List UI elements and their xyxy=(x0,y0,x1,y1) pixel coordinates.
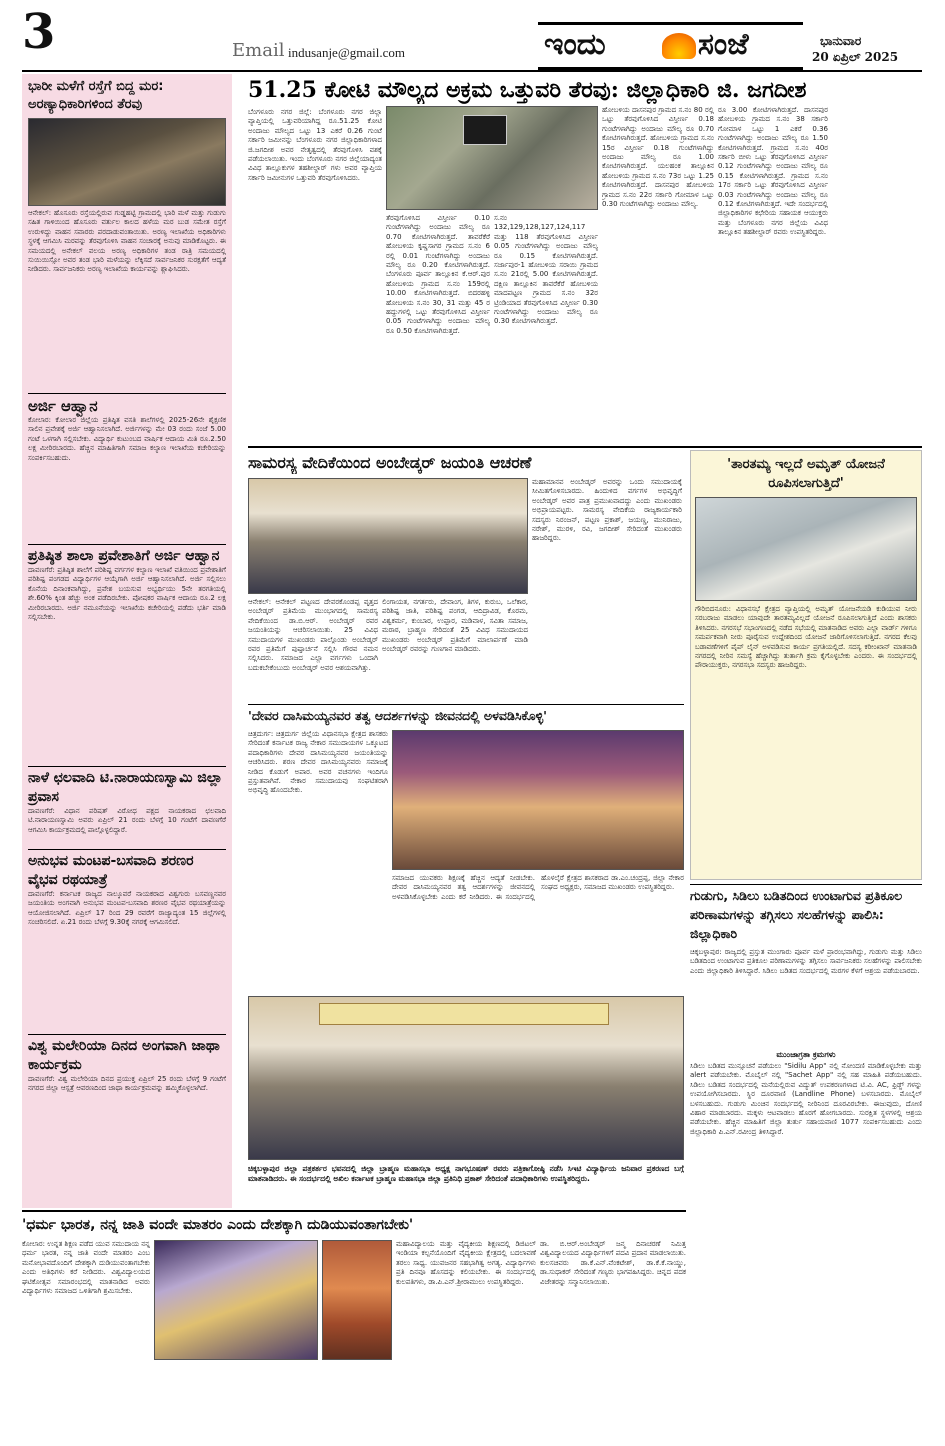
lead-headline: 51.25 ಕೋಟಿ ಮೌಲ್ಯದ ಅಕ್ರಮ ಒತ್ತುವರಿ ತೆರವು: ಜಿಲ್ಲಾಧಿಕಾರಿ ಜಿ. ಜಗದೀಶ xyxy=(248,77,807,103)
lead-col4: ಹೋಬಳಿಯ ದಾಸನಪುರ ಗ್ರಾಮದ ಸ.ನಂ 80 ರಲ್ಲಿ ಒಟ್ಟು ತೆರವುಗೊಳಿಸಿದ ವಿಸ್ತೀರ್ಣ 0.18 ಗುಂಟೆಗಳಾಗಿದ್ದು ಅಂದಾಜು ಮೌಲ್ಯ ರೂ 0.70 ಕೋಟಿಗಳಾಗಿರುತ್ತದೆ. ಹೋಬಳಿಯ ಗ್ರಾಮದ ಸ.ನಂ 15ರ ವಿಸ್ತೀರ್ಣ 0.18 ಗುಂಟೆಗಳಾಗಿದ್ದು ಅಂದಾಜು ಮೌಲ್ಯ ರೂ 1.00 ಕೋಟಿಗಳಾಗಿರುತ್ತದೆ. ಯಲಹಂಕ ತಾಲ್ಲೂಕಿನ ಹೋಬಳಿಯ ಗ್ರಾಮದ ಸ.ನಂ 73ರ ಒಟ್ಟು 1.25 ಕೋಟಿಗಳಾಗಿರುತ್ತದೆ. ದಾಸನಪುರ ಹೋಬಳಿಯ ಗ್ರಾಮದ ಸ.ನಂ 22ರ ಸರ್ಕಾರಿ ಗೋಮಾಳ ಒಟ್ಟು 0.30 ಗುಂಟೆಗಳಾಗಿದ್ದು ಅಂದಾಜು ಮೌಲ್ಯ. xyxy=(602,106,714,209)
left-column xyxy=(22,74,232,1208)
story-rath-body: ದಾವಣಗೆರೆ: ಕರ್ನಾಟಕ ರಾಜ್ಯದ ನಾಲ್ಕೂವರೆ ನಾಯಕರಾದ ವಿಶ್ವಗುರು ಬಸವಣ್ಣನವರ ಜಯಂತಿಯ ಅಂಗವಾಗಿ ಅನುಭವ ಮಂಟಪ-ಬಸವಾದಿ ಶರಣರ ವೈಭವ ರಥಯಾತ್ರೆಯನ್ನು ಆಯೋಜಿಸಲಾಗಿದೆ. ಏಪ್ರಿಲ್ 17 ರಿಂದ 29 ರವರೆಗೆ ರಾಜ್ಯಾದ್ಯಂತ 15 ಜಿಲ್ಲೆಗಳಲ್ಲಿ ಸಂಚರಿಸಲಿದೆ. ಏ.21 ರಂದು ಬೆಳಗ್ಗೆ 9.30ಕ್ಕೆ ನಗರಕ್ಕೆ ಆಗಮಿಸಲಿದೆ. xyxy=(28,890,226,927)
ambedkar-col2: ಲಿಂಗಾಯತ, ನಗರ್ತರು, ದೇವಾಂಗ, ತಿಗಳ, ಕುರುಬ, ಒಲೆಕಾರ, ಪರಿಶಿಷ್ಟ ಜಾತಿ, ಪರಿಶಿಷ್ಟ ಪಂಗಡ, ಆದಿದ್ರಾವಿಡ, ಕೊರಮ, ವಿಶ್ವಕರ್ಮ, ಕುಂಬಾರ, ಉಪ್ಪಾರ, ಮಡಿವಾಳ, ಸವಿತಾ ಸಮಾಜ, ಮರಾಠ, ಬ್ರಾಹ್ಮಣ ಸೇರಿದಂತೆ 25 ವಿವಿಧ ಸಮುದಾಯದ ಮುಖಂಡರು ಅಂಬೇಡ್ಕರ್ ಪ್ರತಿಮೆಗೆ ಮಾಲಾರ್ಪಣೆ ಮಾಡಿ ಅಂಬೇಡ್ಕರ್ ರವರನ್ನು ಗುಣಗಾನ ಮಾಡಿದರು. xyxy=(382,598,528,654)
press-caption: ಚಿಕ್ಕಬಳ್ಳಾಪುರ ಜಿಲ್ಲಾ ಪತ್ರಕರ್ತರ ಭವನದಲ್ಲಿ ಜಿಲ್ಲಾ ಬ್ರಾಹ್ಮಣ ಮಹಾಸಭಾ ಅಧ್ಯಕ್ಷ ನಾಗಭೂಷಣ್ ರವರು ಪತ್ರಿಕಾಗೋಷ್ಠಿ ನಡೆಸಿ ಸಿಇಟಿ ವಿದ್ಯಾರ್ಥಿಯ ಜನಿವಾರ ಪ್ರಕರಣದ ಬಗ್ಗೆ ಮಾತನಾಡಿದರು. ಈ ಸಂದರ್ಭದಲ್ಲಿ ಅಖಿಲ ಕರ್ನಾಟಕ ಬ್ರಾಹ್ಮಣ ಮಹಾಸಭಾ ಜಿಲ್ಲಾ ಪ್ರತಿನಿಧಿ ಪ್ರಕಾಶ್ ಸೇರಿದಂತೆ ಪದಾಧಿಕಾರಿಗಳು ಉಪಸ್ಥಿತರಿದ್ದರು. xyxy=(248,1164,684,1183)
email-address[interactable]: indusanje@gmail.com xyxy=(288,45,406,60)
dasimayya-photo xyxy=(392,730,684,870)
dharma-photo-statue xyxy=(322,1240,392,1360)
story-tree-body: ಆನೇಕಲ್: ಹೊಸೂರು ರಸ್ತೆಯಲ್ಲಿರುವ ಗುಡ್ಡಹಟ್ಟಿ ಗ್ರಾಮದಲ್ಲಿ ಭಾರಿ ಮಳೆ ಮತ್ತು ಗುಡುಗು ಸಹಿತ ಗಾಳಿಯಿಂದ ಹೊಸೂರು ವರ್ತುಲ ಕಾಲದ ಹಳೆಯ ಮರ ಬುಡ ಸಮೇತ ರಸ್ತೆಗೆ ಉರುಳಿದ್ದು ವಾಹನ ಸವಾರರು ಪರದಾಡುವಂತಾಯಿತು. ಅರಣ್ಯ ಇಲಾಖೆಯ ಅಧಿಕಾರಿಗಳು ಸ್ಥಳಕ್ಕೆ ಆಗಮಿಸಿ ಮರವನ್ನು ತೆರವುಗೊಳಿಸಿ ವಾಹನ ಸಂಚಾರಕ್ಕೆ ಅನುವು ಮಾಡಿಕೊಟ್ಟರು. ಈ ಸಮಯದಲ್ಲಿ ಅನೇಕಲ್ ವಲಯ ಅರಣ್ಯ ಅಧಿಕಾರಿಗಳ ತಂಡ ರಾತ್ರಿ ಸಮಯದಲ್ಲಿ ಸುಯಿಯಿಸ್ಸೋ ಅವರ ತಂಡ ಭಾರಿ ಮಳೆಯನ್ನು ಲೆಕ್ಕಿಸದೆ ಸಾರ್ವಜನಿಕರ ಸುರಕ್ಷತೆಗೆ ಆದ್ಯತೆ ನೀಡಿದರು. ಸಾರ್ವಜನಿಕರು ಅರಣ್ಯ ಇಲಾಖೆಯ ಕಾರ್ಯವನ್ನು ಶ್ಲಾಘಿಸಿದರು. xyxy=(28,209,226,274)
dharma-col2: ಮಹಾವಿದ್ಯಾಲಯ ಮತ್ತು ವೈದ್ಯಕೀಯ ಶಿಕ್ಷಣದಲ್ಲಿ ಡಿಜಿಟಲ್ ಇಂಡಿಯಾ ಕಲ್ಪನೆಯೊಂದಿಗೆ ವೈದ್ಯಕೀಯ ಕ್ಷೇತ್ರದಲ್ಲಿ ಬದಲಾವಣೆ ತರಲು ಸಾಧ್ಯ. ಯುವಜನರ ಸಹಭಾಗಿತ್ವ ಅಗತ್ಯ. ವಿದ್ಯಾರ್ಥಿಗಳು ಪ್ರತಿ ದಿನವೂ ಹೊಸದನ್ನು ಕಲಿಯಬೇಕು. ಈ ಸಂದರ್ಭದಲ್ಲಿ ಕುಲಪತಿಗಳು, ಡಾ.ಪಿ.ಎನ್.ಶ್ರೀರಾಮುಲು ಉಪಸ್ಥಿತರಿದ್ದರು. xyxy=(396,1240,536,1286)
dharma-col3: ಡಾ. ಬಿ.ಆರ್.ಅಂಬೇಡ್ಕರ್ ಜನ್ಮ ದಿನಾಚರಣೆ ನಿಮಿತ್ತ ವಿಶ್ವವಿದ್ಯಾಲಯದ ವಿದ್ಯಾರ್ಥಿಗಳಿಗೆ ಪದವಿ ಪ್ರದಾನ ಮಾಡಲಾಯಿತು. ಕುಲಸಚಿವರು ಡಾ.ಕೆ.ಎನ್.ವೆಂಕಟೇಶ್, ಡಾ.ಕೆ.ಕೆ.ನಾಯ್ಡು, ಡಾ.ಸುಧಾಕರ್ ಸೇರಿದಂತೆ ಗಣ್ಯರು ಭಾಗವಹಿಸಿದ್ದರು. ಚಿನ್ನದ ಪದಕ ವಿಜೇತರನ್ನು ಸನ್ಮಾನಿಸಲಾಯಿತು. xyxy=(540,1240,686,1286)
paper-name-right: ಸಂಜೆ xyxy=(698,27,749,62)
story-visit-body: ದಾವಣಗೆರೆ: ವಿಧಾನ ಪರಿಷತ್ ವಿರೋಧ ಪಕ್ಷದ ನಾಯಕರಾದ ಛಲವಾದಿ ಟಿ.ನಾರಾಯಣಸ್ವಾಮಿ ಅವರು ಏಪ್ರಿಲ್ 21 ರಂದು ಬೆಳಗ್ಗೆ 10 ಗಂಟೆಗೆ ದಾವಣಗೆರೆ ಆಗಮಿಸಿ ಕಾರ್ಯಕ್ರಮದಲ್ಲಿ ಪಾಲ್ಗೊಳ್ಳಲಿದ್ದಾರೆ. xyxy=(28,807,226,834)
amrut-headline: 'ತಾರತಮ್ಯ ಇಲ್ಲದೆ ಅಮೃತ್ ಯೋಜನೆ ರೂಪಿಸಲಾಗುತ್ತಿದೆ' xyxy=(727,457,885,491)
thunder-subhead: ಮುಂಜಾಗ್ರತಾ ಕ್ರಮಗಳು xyxy=(776,1050,836,1059)
thunder-body: ಚಿಕ್ಕಬಳ್ಳಾಪುರ: ರಾಜ್ಯದಲ್ಲಿ ಪ್ರಸ್ತುತ ಮುಂಗಾರು ಪೂರ್ವ ಮಳೆ ಪ್ರಾರಂಭವಾಗಿದ್ದು, ಗುಡುಗು ಮತ್ತು ಸಿಡಿಲು ಬಡಿತದಿಂದ ಉಂಟಾಗುವ ಪ್ರತಿಕೂಲ ಪರಿಣಾಮಗಳನ್ನು ತಗ್ಗಿಸಲು ಸಾರ್ವಜನಿಕರು ಸಲಹೆಗಳನ್ನು ಪಾಲಿಸಬೇಕು ಎಂದು ಜಿಲ್ಲಾಧಿಕಾರಿ ತಿಳಿಸಿದ್ದಾರೆ. ಸಿಡಿಲು ಬಡಿತದ ಸಂದರ್ಭದಲ್ಲಿ ಮರಗಳ ಕೆಳಗೆ ಆಶ್ರಯ ಪಡೆಯಬಾರದು. xyxy=(690,948,922,975)
lead-intro: ಬೆಂಗಳೂರು ನಗರ ಜಿಲ್ಲೆ: ಬೆಂಗಳೂರು ನಗರ ಜಿಲ್ಲಾ ವ್ಯಾಪ್ತಿಯಲ್ಲಿ ಒತ್ತುವರಿಯಾಗಿದ್ದ ರೂ.51.25 ಕೋಟಿ ಅಂದಾಜು ಮೌಲ್ಯದ ಒಟ್ಟು 13 ಎಕರೆ 0.26 ಗುಂಟೆ ಸರ್ಕಾರಿ ಜಮೀನನ್ನು ಬೆಂಗಳೂರು ನಗರ ಜಿಲ್ಲಾಧಿಕಾರಿಗಳಾದ ಜಿ.ಜಗದೀಶ ಅವರ ನೇತೃತ್ವದಲ್ಲಿ ತೆರವುಗೊಳಿಸಿ ವಶಕ್ಕೆ ಪಡೆಯಲಾಯಿತು. ಇಂದು ಬೆಂಗಳೂರು ನಗರ ಜಿಲ್ಲೆಯಾದ್ಯಂತ ವಿವಿಧ ತಾಲ್ಲೂಕುಗಳ ತಹಶೀಲ್ದಾರ್ ಗಳು ಅವರ ವ್ಯಾಪ್ತಿಯ ಸರ್ಕಾರಿ ಜಮೀನುಗಳ ಒತ್ತುವರಿ ತೆರವುಗೊಳಿಸಿದರು. xyxy=(248,108,382,182)
lead-photo xyxy=(386,106,598,210)
story-rath-headline: ಅನುಭವ ಮಂಟಪ-ಬಸವಾದಿ ಶರಣರ ವೈಭವ ರಥಯಾತ್ರೆ xyxy=(28,849,226,890)
paper-name-left: ಇಂದು xyxy=(544,27,606,62)
amrut-body: ಗೌರಿಬಿದನೂರು: ವಿಧಾನಸಭೆ ಕ್ಷೇತ್ರದ ವ್ಯಾಪ್ತಿಯಲ್ಲಿ ಅಮೃತ್ ಯೋಜನೆಯಡಿ ಕುಡಿಯುವ ನೀರು ಸರಬರಾಜು ಮಾಡಲು ಯಾವುದೇ ತಾರತಮ್ಯವಿಲ್ಲದೆ ಯೋಜನೆ ರೂಪಿಸಲಾಗುತ್ತಿದೆ ಎಂದು ಶಾಸಕರು ತಿಳಿಸಿದರು. ನಗರಸಭೆ ಸಭಾಂಗಣದಲ್ಲಿ ನಡೆದ ಸಭೆಯಲ್ಲಿ ಮಾತನಾಡಿದ ಅವರು ಎಲ್ಲಾ ವಾರ್ಡ್ ಗಳಿಗೂ ಸಮರ್ಪಕವಾಗಿ ನೀರು ಪೂರೈಸುವ ಉದ್ದೇಶದಿಂದ ಯೋಜನೆ ಜಾರಿಗೊಳಿಸಲಾಗುತ್ತಿದೆ. ನಗರದ ಕೆಲವು ಬಡಾವಣೆಗಳಿಗೆ ಪೈಪ್ ಲೈನ್ ಅಳವಡಿಸುವ ಕಾರ್ಯ ಪ್ರಗತಿಯಲ್ಲಿದೆ. ಸದಸ್ಯ ಕರೀಂಖಾನ್ ಮಾತನಾಡಿ ನಗರದಲ್ಲಿ ನೀರಿನ ಸಮಸ್ಯೆ ಹೆಚ್ಚಾಗಿದ್ದು ತುರ್ತಾಗಿ ಕ್ರಮ ಕೈಗೊಳ್ಳಬೇಕು ಎಂದರು. ಈ ಸಂದರ್ಭದಲ್ಲಿ ಪೌರಾಯುಕ್ತರು, ನಗರಸಭಾ ಸದಸ್ಯರು ಹಾಜರಿದ್ದರು. xyxy=(695,605,917,670)
thunder-body2: ಸಿಡಿಲು ಬಡಿತದ ಮುನ್ಸೂಚನೆ ಪಡೆಯಲು "Sidilu App" ನಲ್ಲಿ ನೋಂದಣಿ ಮಾಡಿಕೊಳ್ಳಬೇಕು ಮತ್ತು alert ಪಡೆಯಬೇಕು. ಮೊಬೈಲ್ ನಲ್ಲಿ "Sachet App" ನಲ್ಲಿ ಸಹ ಮಾಹಿತಿ ಪಡೆಯಬಹುದು. ಸಿಡಿಲು ಬಡಿತದ ಸಂದರ್ಭದಲ್ಲಿ ಮನೆಯಲ್ಲಿರುವ ವಿದ್ಯುತ್ ಉಪಕರಣಗಳಾದ ಟಿ.ವಿ. AC, ಫ್ರಿಡ್ಜ್ ಗಳನ್ನು ಉಪಯೋಗಿಸಬಾರದು. ಸ್ಥಿರ ದೂರವಾಣಿ (Landline Phone) ಬಳಸಬಾರದು. ಮೊಬೈಲ್ ಬಳಸಬಹುದು. ಗುಡುಗು ಮಿಂಚಿನ ಸಂದರ್ಭದಲ್ಲಿ ನೀರಿನಿಂದ ದೂರವಿರಬೇಕು. ಈಜುವುದು, ದೋಣಿ ವಿಹಾರ ಮಾಡಬಾರದು. ಮಕ್ಕಳು ಆಟವಾಡಲು ಹೊರಗೆ ಹೋಗಬಾರದು. ಸುರಕ್ಷಿತ ಸ್ಥಳಗಳಲ್ಲಿ ಆಶ್ರಯ ಪಡೆಯಬೇಕು. ಹೆಚ್ಚಿನ ಮಾಹಿತಿಗೆ ಜಿಲ್ಲಾ ತುರ್ತು ಸಹಾಯವಾಣಿ 1077 ಸಂಪರ್ಕಿಸಬಹುದು ಎಂದು ಜಿಲ್ಲಾಧಿಕಾರಿ ಪಿ.ಎನ್.ರವೀಂದ್ರ ತಿಳಿಸಿದ್ದಾರೆ. xyxy=(690,1062,922,1136)
press-banner xyxy=(319,1003,609,1025)
ambedkar-body: ಆನೇಕಲ್: ಆನೇಕಲ್ ಪಟ್ಟಣದ ದೇವರಕೊಂಡಪ್ಪ ವೃತ್ತದ ಅಂಬೇಡ್ಕರ್ ಪ್ರತಿಮೆಯ ಮುಂಭಾಗದಲ್ಲಿ ಸಾಮರಸ್ಯ ವೇದಿಕೆಯಿಂದ ಡಾ.ಬಿ.ಆರ್. ಅಂಬೇಡ್ಕರ್ ರವರ ಜಯಂತಿಯನ್ನು ಆಚರಿಸಲಾಯಿತು. 25 ವಿವಿಧ ಸಮುದಾಯಗಳ ಮುಖಂಡರು ಪಾಲ್ಗೊಂಡು ಅಂಬೇಡ್ಕರ್ ರವರ ಪ್ರತಿಮೆಗೆ ಪುಷ್ಪಾರ್ಚನೆ ಸಲ್ಲಿಸಿ ಗೌರವ ನಮನ ಸಲ್ಲಿಸಿದರು. ಸಮಾಜದ ಎಲ್ಲಾ ವರ್ಗಗಳು ಒಂದಾಗಿ ಬದುಕಬೇಕೆಂಬುದು ಅಂಬೇಡ್ಕರ್ ಅವರ ಆಶಯವಾಗಿತ್ತು. xyxy=(248,598,378,672)
masthead xyxy=(0,0,945,70)
lead-col3: ಸ.ನಂ 132,129,128,127,124,117 ಮತ್ತು 118 ತೆರವುಗೊಳಿಸಿದ ವಿಸ್ತೀರ್ಣ 0.05 ಗುಂಟೆಗಳಾಗಿದ್ದು ಅಂದಾಜು ಮೌಲ್ಯ ರೂ 0.15 ಕೋಟಿಗಳಾಗಿರುತ್ತದೆ. ಸರ್ಜಾಪುರ-1 ಹೋಬಳಿಯ ಸರಾಯಿ ಗ್ರಾಮದ ಸ.ನಂ 21ರಲ್ಲಿ 5.00 ಕೋಟಿಗಳಾಗಿರುತ್ತದೆ. ದಕ್ಷಿಣ ತಾಲ್ಲೂಕಿನ ತಾವರೆಕೆರೆ ಹೋಬಳಿಯ ಮಾದಪಟ್ಟಣ ಗ್ರಾಮದ ಸ.ನಂ 32ರ ಟ್ರಿಂಡಿಯಾದ ತೆರವುಗೊಳಿಸಿದ ವಿಸ್ತೀರ್ಣ 0.30 ಗುಂಟೆಗಳಾಗಿದ್ದು ಅಂದಾಜು ಮೌಲ್ಯ ರೂ 0.30 ಕೋಟಿಗಳಾಗಿರುತ್ತದೆ. xyxy=(494,214,598,326)
page-number: 3 xyxy=(22,4,56,60)
sun-icon xyxy=(662,33,696,59)
thunder-headline: ಗುಡುಗು, ಸಿಡಿಲು ಬಡಿತದಿಂದ ಉಂಟಾಗುವ ಪ್ರತಿಕೂಲ ಪರಿಣಾಮಗಳನ್ನು ತಗ್ಗಿಸಲು ಸಲಹೆಗಳನ್ನು ಪಾಲಿಸಿ: ಜಿಲ್ಲಾಧಿಕಾರಿ xyxy=(690,888,903,941)
dharma-col-under xyxy=(154,1364,392,1440)
story-tree-photo xyxy=(28,118,226,206)
dasimayya-headline: 'ದೇವರ ದಾಸಿಮಯ್ಯನವರ ತತ್ವ ಆದರ್ಶಗಳನ್ನು ಜೀವನದಲ್ಲಿ ಅಳವಡಿಸಿಕೊಳ್ಳಿ' xyxy=(248,708,548,723)
issue-date: 20 ಏಪ್ರಿಲ್ 2025 xyxy=(812,50,899,64)
ambedkar-photo xyxy=(248,478,528,594)
paper-logo xyxy=(538,22,803,70)
dasimayya-body: ಚಿತ್ರದುರ್ಗ: ಚಿತ್ರದುರ್ಗ ಜಿಲ್ಲೆಯ ವಿಧಾನಸಭಾ ಕ್ಷೇತ್ರದ ಶಾಸಕರು ಸೇರಿದಂತೆ ಕರ್ನಾಟಕ ರಾಜ್ಯ ನೇಕಾರ ಸಮುದಾಯಗಳ ಒಕ್ಕೂಟದ ಪದಾಧಿಕಾರಿಗಳು ದೇವರ ದಾಸಿಮಯ್ಯನವರ ಜಯಂತಿಯನ್ನು ಆಚರಿಸಿದರು. ಶರಣ ದೇವರ ದಾಸಿಮಯ್ಯನವರು ಸಮಾಜಕ್ಕೆ ನೀಡಿದ ಕೊಡುಗೆ ಅಪಾರ. ಅವರ ವಚನಗಳು ಇಂದಿಗೂ ಪ್ರಸ್ತುತವಾಗಿವೆ. ನೇಕಾರ ಸಮುದಾಯವು ಸಂಘಟಿತರಾಗಿ ಅಭಿವೃದ್ಧಿ ಹೊಂದಬೇಕು. xyxy=(248,730,388,795)
story-malaria-headline: ವಿಶ್ವ ಮಲೇರಿಯಾ ದಿನದ ಅಂಗವಾಗಿ ಜಾಥಾ ಕಾರ್ಯಕ್ರಮ xyxy=(28,1034,226,1075)
story-school-body: ದಾವಣಗೆರೆ: ಪ್ರತಿಷ್ಠಿತ ಶಾಲೆಗೆ ಪರಿಶಿಷ್ಟ ವರ್ಗಗಳ ಕಲ್ಯಾಣ ಇಲಾಖೆ ವತಿಯಿಂದ ಪ್ರವೇಶಾತಿಗೆ ಪರಿಶಿಷ್ಟ ಪಂಗಡದ ವಿದ್ಯಾರ್ಥಿಗಳ ಆಯ್ಕೆಗಾಗಿ ಅರ್ಜಿ ಆಹ್ವಾನಿಸಲಾಗಿದೆ. ಅರ್ಜಿ ಸಲ್ಲಿಸಲು ಕೊನೆಯ ದಿನಾಂಕವಾಗಿದ್ದು, ಪ್ರವೇಶ ಬಯಸುವ ಅಭ್ಯರ್ಥಿಯು 5ನೇ ತರಗತಿಯಲ್ಲಿ ಶೇ.60% ಕ್ಕಿಂತ ಹೆಚ್ಚು ಅಂಕ ಪಡೆದಿರಬೇಕು. ಪೋಷಕರ ವಾರ್ಷಿಕ ಆದಾಯ ರೂ.2 ಲಕ್ಷ ಮೀರಿರಬಾರದು. ಅರ್ಜಿ ನಮೂನೆಯನ್ನು ಇಲಾಖೆಯ ಕಚೇರಿಯಲ್ಲಿ ಪಡೆದು ಭರ್ತಿ ಮಾಡಿ ಸಲ್ಲಿಸಬೇಕು. xyxy=(28,566,226,622)
dharma-body: ಕೋಲಾರ: ಉನ್ನತ ಶಿಕ್ಷಣ ಪಡೆದ ಯುವ ಸಮುದಾಯ ನನ್ನ ಧರ್ಮ ಭಾರತ, ನನ್ನ ಜಾತಿ ವಂದೇ ಮಾತರಂ ಎಂಬ ಮನೋಭಾವದೊಂದಿಗೆ ದೇಶಕ್ಕಾಗಿ ದುಡಿಯುವಂತಾಗಬೇಕು ಎಂದು ಅತಿಥಿಗಳು ಕರೆ ನೀಡಿದರು. ವಿಶ್ವವಿದ್ಯಾಲಯದ ಘಟಿಕೋತ್ಸವ ಸಮಾರಂಭದಲ್ಲಿ ಮಾತನಾಡಿದ ಅವರು ವಿದ್ಯಾರ್ಥಿಗಳು ಸಮಾಜದ ಒಳಿತಿಗಾಗಿ ಶ್ರಮಿಸಬೇಕು. xyxy=(22,1240,150,1296)
lead-col5b xyxy=(832,106,922,442)
masthead-rule xyxy=(22,70,922,72)
story-visit-headline: ನಾಳೆ ಛಲವಾದಿ ಟಿ.ನಾರಾಯಣಸ್ವಾಮಿ ಜಿಲ್ಲಾ ಪ್ರವಾಸ xyxy=(28,766,226,807)
story-malaria-body: ದಾವಣಗೆರೆ: ವಿಶ್ವ ಮಲೇರಿಯಾ ದಿನದ ಪ್ರಯುಕ್ತ ಏಪ್ರಿಲ್ 25 ರಂದು ಬೆಳಗ್ಗೆ 9 ಗಂಟೆಗೆ ನಗರದ ಜಿಲ್ಲಾ ಆಸ್ಪತ್ರೆ ಆವರಣದಿಂದ ಜಾಥಾ ಕಾರ್ಯಕ್ರಮವನ್ನು ಹಮ್ಮಿಕೊಳ್ಳಲಾಗಿದೆ. xyxy=(28,1075,226,1093)
dharma-photo-stage xyxy=(154,1240,318,1360)
lead-col5: ರೂ 3.00 ಕೋಟಿಗಳಾಗಿರುತ್ತದೆ. ದಾಸನಪುರ ಹೋಬಳಿಯ ಗ್ರಾಮದ ಸ.ನಂ 38 ಸರ್ಕಾರಿ ಗೋಮಾಳ ಒಟ್ಟು 1 ಎಕರೆ 0.36 ಗುಂಟೆಗಳಾಗಿದ್ದು ಅಂದಾಜು ಮೌಲ್ಯ ರೂ 1.50 ಕೋಟಿಗಳಾಗಿರುತ್ತದೆ. ಗ್ರಾಮದ ಸ.ನಂ 40ರ ಸರ್ಕಾರಿ ಬೀಳು ಒಟ್ಟು ತೆರವುಗೊಳಿಸಿದ ವಿಸ್ತೀರ್ಣ 0.12 ಗುಂಟೆಗಳಾಗಿದ್ದು ಅಂದಾಜು ಮೌಲ್ಯ ರೂ 0.15 ಕೋಟಿಗಳಾಗಿರುತ್ತದೆ. ಗ್ರಾಮದ ಸ.ನಂ 17ರ ಸರ್ಕಾರಿ ಒಟ್ಟು ತೆರವುಗೊಳಿಸಿದ ವಿಸ್ತೀರ್ಣ 0.03 ಗುಂಟೆಗಳಾಗಿದ್ದು ಅಂದಾಜು ಮೌಲ್ಯ ರೂ 0.12 ಕೋಟಿಗಳಾಗಿರುತ್ತದೆ. ಇದೇ ಸಂದರ್ಭದಲ್ಲಿ ಜಿಲ್ಲಾಧಿಕಾರಿಗಳ ಕಛೇರಿಯ ಸಹಾಯಕ ಆಯುಕ್ತರು ಮತ್ತು ಬೆಂಗಳೂರು ನಗರ ಜಿಲ್ಲೆಯ ವಿವಿಧ ತಾಲ್ಲೂಕಿನ ತಹಶೀಲ್ದಾರ್ ರವರು ಉಪಸ್ಥಿತರಿದ್ದರು. xyxy=(718,106,828,237)
story-apply-headline: ಅರ್ಜಿ ಆಹ್ವಾನ xyxy=(28,393,226,416)
ambedkar-col3: ಮಹಾಮಾನವ ಅಂಬೇಡ್ಕರ್ ಅವರನ್ನು ಒಂದು ಸಮುದಾಯಕ್ಕೆ ಸೀಮಿತಗೊಳಿಸಬಾರದು. ಹಿಂದುಳಿದ ವರ್ಗಗಳ ಅಭಿವೃದ್ಧಿಗೆ ಅಂಬೇಡ್ಕರ್ ಅವರ ಪಾತ್ರ ಪ್ರಮುಖವಾದದ್ದು ಎಂದು ಮುಖಂಡರು ಅಭಿಪ್ರಾಯಪಟ್ಟರು. ಸಾಮರಸ್ಯ ವೇದಿಕೆಯ ರಾಜ್ಯಕಾರ್ಯಕಾರಿ ಸದಸ್ಯರು ನಿರಂಜನ್, ಪಟ್ಟಣ ಪ್ರಕಾಶ್, ಜಯಣ್ಣ, ಮುನಿರಾಜು, ನರೇಶ್, ಮುರಳಿ, ರವಿ, ಜಗದೀಶ್ ಸೇರಿದಂತೆ ಮುಖಂಡರು ಹಾಜರಿದ್ದರು. xyxy=(532,478,682,543)
email-label: Email xyxy=(232,40,285,61)
story-school-headline: ಪ್ರತಿಷ್ಠಿತ ಶಾಲಾ ಪ್ರವೇಶಾತಿಗೆ ಅರ್ಜಿ ಆಹ್ವಾನ xyxy=(28,544,226,566)
issue-day: ಭಾನುವಾರ xyxy=(820,34,862,48)
story-apply-body: ಕೋಲಾರ: ಕೋಲಾರ ಜಿಲ್ಲೆಯ ಪ್ರತಿಷ್ಠಿತ ವಸತಿ ಶಾಲೆಗಳಲ್ಲಿ 2025-26ನೇ ಶೈಕ್ಷಣಿಕ ಸಾಲಿನ ಪ್ರವೇಶಕ್ಕೆ ಅರ್ಜಿ ಆಹ್ವಾನಿಸಲಾಗಿದೆ. ಅರ್ಜಿಗಳನ್ನು ಮೇ 03 ರಂದು ಸಂಜೆ 5.00 ಗಂಟೆ ಒಳಗಾಗಿ ಸಲ್ಲಿಸಬೇಕು. ವಿದ್ಯಾರ್ಥಿ ಕುಟುಂಬದ ವಾರ್ಷಿಕ ಆದಾಯ ಮಿತಿ ರೂ.2.50 ಲಕ್ಷ ಮೀರಿರಬಾರದು. ಹೆಚ್ಚಿನ ಮಾಹಿತಿಗಾಗಿ ಸಮಾಜ ಕಲ್ಯಾಣ ಇಲಾಖೆಯ ಕಚೇರಿಯನ್ನು ಸಂಪರ್ಕಿಸಬಹುದು. xyxy=(28,416,226,462)
notice-board xyxy=(463,115,507,145)
dharma-headline: 'ಧರ್ಮ ಭಾರತ, ನನ್ನ ಜಾತಿ ವಂದೇ ಮಾತರಂ ಎಂದು ದೇಶಕ್ಕಾಗಿ ದುಡಿಯುವಂತಾಗಬೇಕು' xyxy=(22,1217,414,1233)
dasimayya-col2: ಸಮಾಜದ ಯುವಕರು ಶಿಕ್ಷಣಕ್ಕೆ ಹೆಚ್ಚಿನ ಆದ್ಯತೆ ನೀಡಬೇಕು. ದೇವರ ದಾಸಿಮಯ್ಯನವರ ತತ್ವ ಆದರ್ಶಗಳನ್ನು ಜೀವನದಲ್ಲಿ ಅಳವಡಿಸಿಕೊಳ್ಳಬೇಕು ಎಂದು ಕರೆ ನೀಡಿದರು. ಈ ಸಂದರ್ಭದಲ್ಲಿ ಹೊಳಲ್ಕೆರೆ ಕ್ಷೇತ್ರದ ಶಾಸಕರಾದ ಡಾ.ಎಂ.ಚಂದ್ರಪ್ಪ, ಜಿಲ್ಲಾ ನೇಕಾರ ಸಂಘದ ಅಧ್ಯಕ್ಷರು, ಸಮಾಜದ ಮುಖಂಡರು ಉಪಸ್ಥಿತರಿದ್ದರು. xyxy=(392,874,684,901)
press-photo xyxy=(248,996,684,1160)
lead-bottom-rule xyxy=(248,446,922,448)
amrut-box xyxy=(690,450,922,880)
story-tree-headline: ಭಾರೀ ಮಳೆಗೆ ರಸ್ತೆಗೆ ಬಿದ್ದ ಮರ: ಅರಣ್ಯಾಧಿಕಾರಿಗಳಿಂದ ತೆರವು xyxy=(28,79,164,112)
amrut-photo xyxy=(695,497,917,601)
dharma-top-rule xyxy=(22,1210,686,1212)
thunder-top-rule xyxy=(690,884,922,885)
lead-col2: ತೆರವುಗೊಳಿಸಿದ ವಿಸ್ತೀರ್ಣ 0.10 ಗುಂಟೆಗಳಾಗಿದ್ದು ಅಂದಾಜು ಮೌಲ್ಯ ರೂ 0.70 ಕೋಟಿಗಳಾಗಿರುತ್ತದೆ. ತಾವರೆಕೆರೆ ಹೋಬಳಿಯ ಕೃಷ್ಣಸಾಗರ ಗ್ರಾಮದ ಸ.ನಂ 6 ರಲ್ಲಿ 0.01 ಗುಂಟೆಗಳಾಗಿದ್ದು ಅಂದಾಜು ಮೌಲ್ಯ ರೂ 0.20 ಕೋಟಿಗಳಾಗಿರುತ್ತದೆ. ಬೆಂಗಳೂರು ಪೂರ್ವ ತಾಲ್ಲೂಕಿನ ಕೆ.ಆರ್.ಪುರ ಹೋಬಳಿಯ ಗ್ರಾಮದ ಸ.ನಂ 159ರಲ್ಲಿ 10.00 ಕೋಟಿಗಳಾಗಿರುತ್ತದೆ. ಬಿದರಹಳ್ಳಿ ಹೋಬಳಿಯ ಸ.ನಂ 30, 31 ಮತ್ತು 45 ರ ಹದ್ದುಗಳಲ್ಲಿ ಒಟ್ಟು ತೆರವುಗೊಳಿಸಿದ ವಿಸ್ತೀರ್ಣ 0.05 ಗುಂಟೆಗಳಾಗಿದ್ದು ಅಂದಾಜು ಮೌಲ್ಯ ರೂ 0.50 ಕೋಟಿಗಳಾಗಿರುತ್ತದೆ. xyxy=(386,214,490,335)
dasimayya-top-rule xyxy=(248,704,684,705)
ambedkar-headline: ಸಾಮರಸ್ಯ ವೇದಿಕೆಯಿಂದ ಅಂಬೇಡ್ಕರ್ ಜಯಂತಿ ಆಚರಣೆ xyxy=(248,453,532,472)
